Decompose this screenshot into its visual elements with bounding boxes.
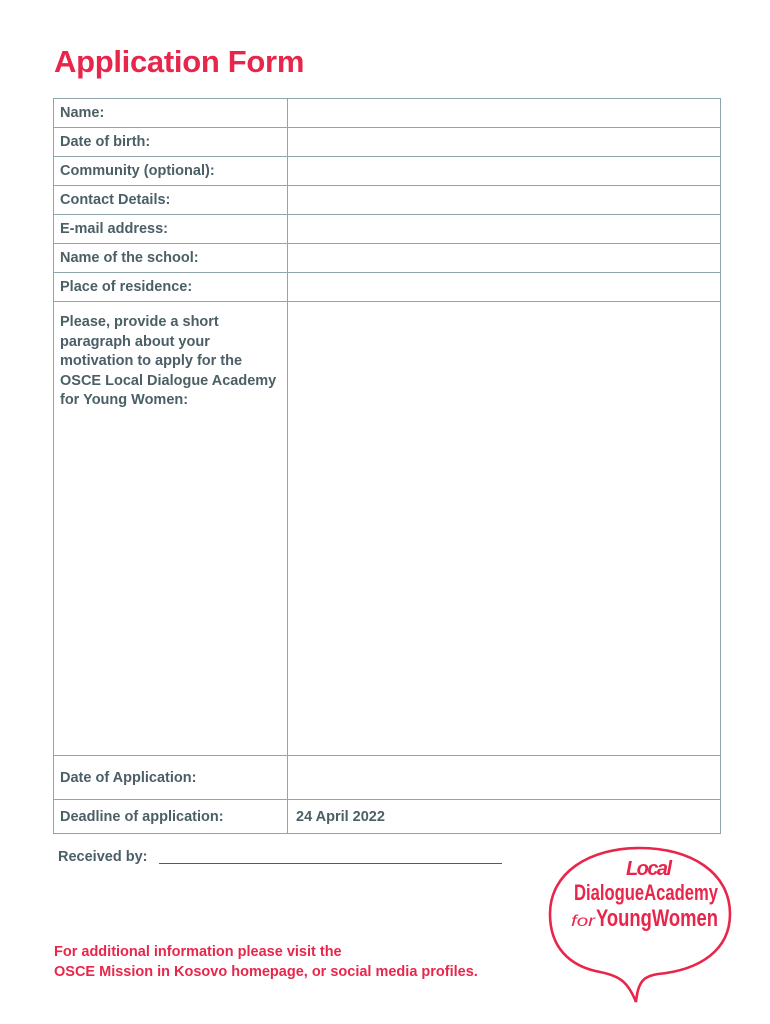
motivation-label-line: motivation to apply for the [60,353,243,369]
contact-details-field[interactable] [288,186,721,215]
residence-field[interactable] [288,273,721,302]
received-by-label: Received by: [58,849,148,865]
motivation-field[interactable] [288,302,721,756]
community-field[interactable] [288,157,721,186]
date-of-application-field[interactable] [288,756,721,800]
name-label: Name: [54,99,288,128]
form-row-name [54,99,721,128]
community-label: Community (optional): [54,157,288,186]
date-of-birth-field[interactable] [288,128,721,157]
application-form-table [53,98,721,834]
form-row-residence [54,273,721,302]
motivation-label-line: Please, provide a short [60,314,219,330]
deadline-label: Deadline of application: [54,800,288,834]
form-row-email [54,215,721,244]
form-row-community [54,157,721,186]
logo-line-local: Local [626,858,672,880]
motivation-label-line: for Young Women: [60,392,189,408]
received-by-signature-line[interactable] [159,863,502,864]
footer-line: For additional information please visit the [54,944,342,960]
deadline-value: 24 April 2022 [288,800,721,834]
motivation-label-line: OSCE Local Dialogue Academy [60,372,277,389]
form-row-date-of-birth [54,128,721,157]
contact-details-label: Contact Details: [54,186,288,215]
logo-line-for: for [571,913,596,930]
date-of-application-label: Date of Application: [54,756,288,800]
logo-line-young-women: YoungWomen [596,905,718,932]
logo-line-dialogue-academy: DialogueAcademy [574,880,719,905]
email-label: E-mail address: [54,215,288,244]
name-field[interactable] [288,99,721,128]
motivation-label-line: paragraph about your [60,333,210,350]
email-field[interactable] [288,215,721,244]
form-row-deadline [54,800,721,834]
form-row-school [54,244,721,273]
school-field[interactable] [288,244,721,273]
date-of-birth-label: Date of birth: [54,128,288,157]
school-label: Name of the school: [54,244,288,273]
motivation-label [54,302,288,756]
residence-label: Place of residence: [54,273,288,302]
footer-line: OSCE Mission in Kosovo homepage, or social media profiles. [54,964,478,980]
form-row-date-of-application [54,756,721,800]
page-title: Application Form [54,44,305,79]
form-row-motivation [54,302,721,756]
footer-note [54,942,478,982]
dialogue-academy-logo [540,842,740,1007]
form-row-contact-details [54,186,721,215]
